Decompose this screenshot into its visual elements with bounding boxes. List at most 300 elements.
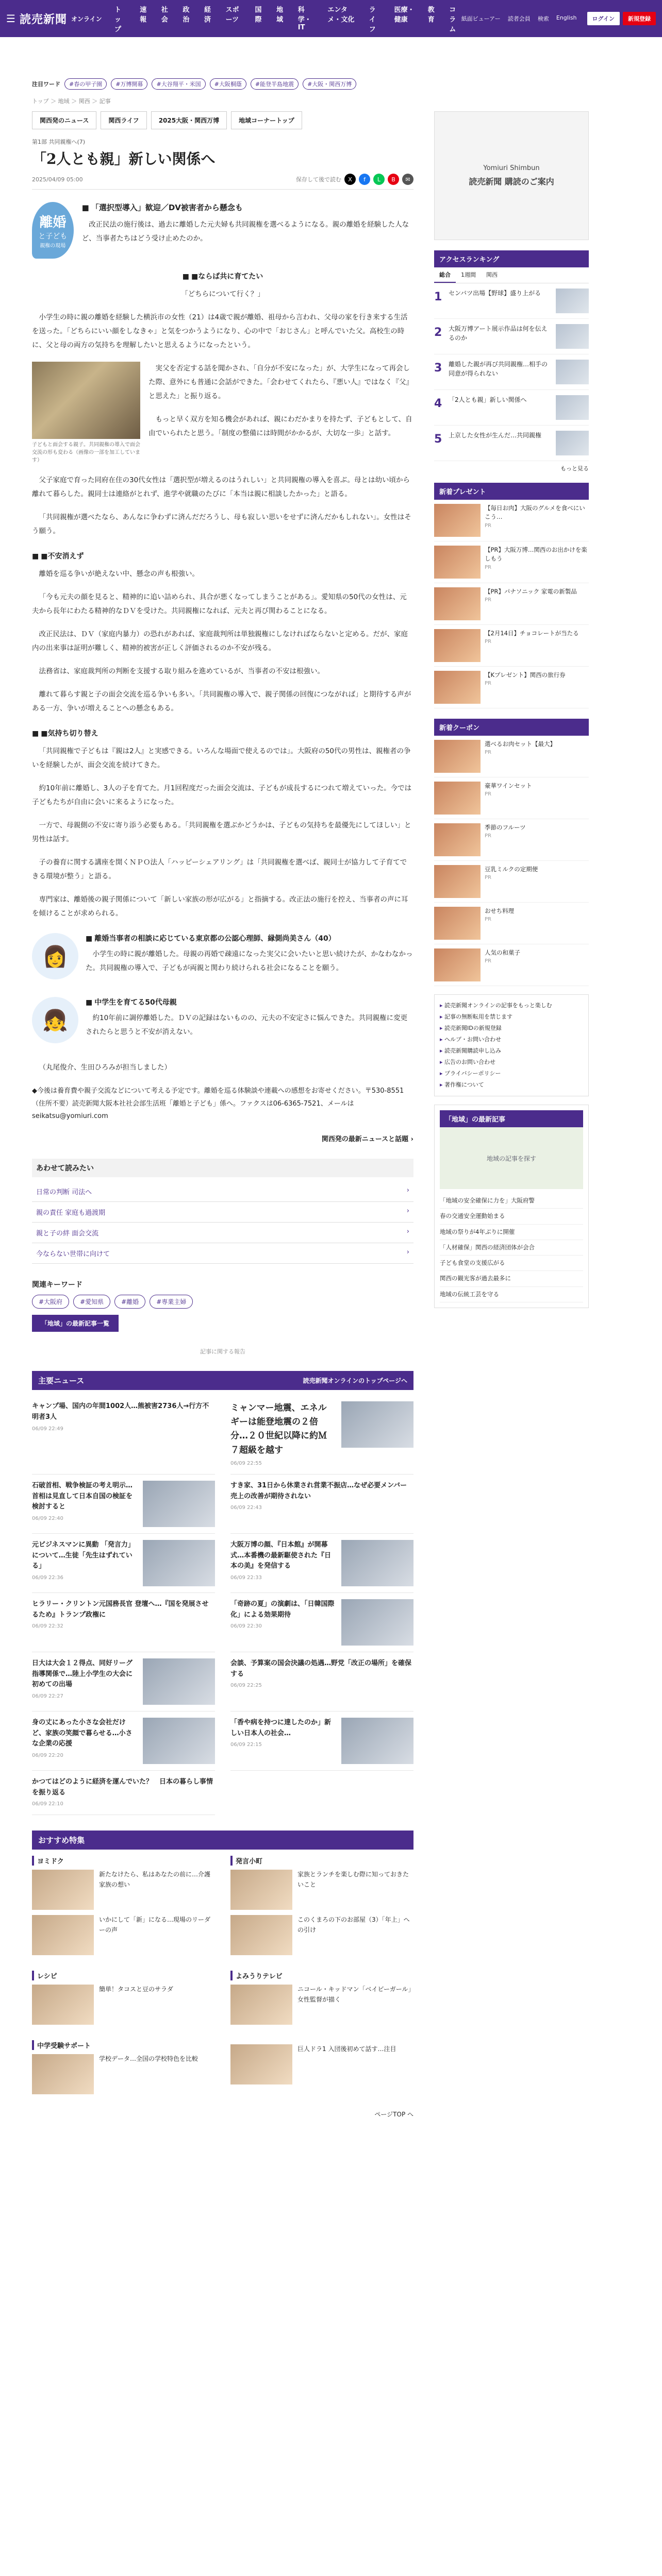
recommend-item[interactable] (32, 1870, 215, 1910)
photo-image (32, 362, 140, 439)
interview-text: 約10年前に調停離婚した。ＤＶの記録はないものの、元夫の不安定さに悩んできた。共同親権に変更されたらと思うと不安が消えない。 (86, 1014, 408, 1036)
paragraph: 法務省は、家庭裁判所の判断を支援する取り組みを進めているが、当事者の不安は根強い。 (39, 667, 324, 675)
keyword-chip[interactable]: #離婚 (114, 1295, 145, 1309)
rank-thumbnail (556, 395, 589, 420)
promo-source: PR (485, 681, 491, 687)
present-list (434, 500, 589, 708)
ranking-item[interactable] (434, 354, 589, 390)
recommend-item[interactable] (230, 2044, 413, 2084)
related-item[interactable] (32, 1202, 413, 1223)
news-card[interactable] (230, 1534, 413, 1593)
byline: （丸尾俊介、生田ひろみが担当しました） (39, 1063, 171, 1072)
series-label: 第1部 共同親権へ(7) (32, 139, 86, 145)
nav-item[interactable]: 社会 (161, 6, 168, 24)
recommend-column-title: 中学受験サポート (32, 2040, 215, 2050)
article-date: 2025/04/09 05:00 (32, 176, 83, 183)
rank-title: 離婚した親が再び共同親権…相手の同意が得られない (449, 361, 548, 377)
promo-thumbnail (434, 740, 481, 773)
section-heading: ■ ■気持ち切り替え (32, 728, 413, 738)
promo-thumbnail (434, 504, 481, 537)
news-date: 06/09 22:25 (230, 1683, 262, 1689)
ranking-title: アクセスランキング (434, 250, 589, 267)
header-link[interactable]: 検索 (537, 15, 549, 22)
rank-title: 大阪万博アート展示作品は何を伝えるのか (449, 325, 548, 342)
promo-thumbnail (434, 782, 481, 815)
local-news-item[interactable]: 地域の伝統工芸を守る (440, 1287, 583, 1302)
site-link[interactable]: ▸ 広告のお問い合わせ (440, 1057, 583, 1068)
interview-title: ■ 離婚当事者の相談に応じている東京都の公認心理師、縁側尚美さん（40） (86, 933, 413, 943)
recommend-item[interactable] (230, 1870, 413, 1910)
news-title: 「奇跡の夏」の演劇は、「日韓国際化」による効果期待 (230, 1600, 335, 1619)
quote: 「どちらについて行く？」 (181, 290, 264, 298)
promo-text (485, 907, 514, 940)
promo-item[interactable] (434, 736, 589, 777)
news-headline (230, 1540, 335, 1586)
trending-label: 注目ワード (32, 81, 60, 88)
news-headline (230, 1718, 335, 1764)
global-nav (114, 4, 461, 33)
paragraph: 「共同親権が選べたなら、あんなに争わずに済んだだろうし、母も寂しい思いをせずに済んだかもしれない」。女性はそう願う。 (32, 513, 411, 535)
recommend-column-title: ヨミドク (32, 1856, 215, 1866)
nav-item[interactable]: 教育 (427, 6, 435, 24)
promo-item[interactable] (434, 819, 589, 861)
coupon-list (434, 736, 589, 986)
news-title: ミャンマー地震、エネルギーは能登地震の２倍分…２０世紀以降に約Ｍ７超級を越す (230, 1403, 327, 1455)
promo-item[interactable] (434, 500, 589, 541)
local-news-item[interactable]: 地域の祭りが4年ぶりに開催 (440, 1225, 583, 1240)
trending-tag[interactable]: #万博開幕 (111, 78, 147, 90)
promo-source: PR (485, 791, 491, 798)
site-link[interactable]: ▸ 読売新聞購読申し込み (440, 1045, 583, 1057)
news-thumbnail (143, 1718, 215, 1764)
news-card[interactable] (32, 1534, 215, 1593)
recommend-column (230, 1971, 413, 2030)
news-title: ヒラリー・クリントン元国務長官 登壇へ…『国を発展させるため』トランプ政権に (32, 1600, 209, 1619)
lead-paragraph: 改正民法の施行後は、過去に離婚した元夫婦も共同親権を選べるようになる。親の離婚を経験した人など、当事者たちはどう受け止めたのか。 (81, 221, 409, 243)
nav-item[interactable]: ライフ (369, 6, 376, 33)
article-title: 「2人とも親」新しい関係へ (32, 150, 216, 167)
news-title: 日大は大会１２得点、同好リーグ指導関係で…陸上小学生の大会に初めての出場 (32, 1659, 133, 1689)
promo-item[interactable] (434, 777, 589, 819)
promo-thumbnail (434, 587, 481, 620)
news-date: 06/09 22:10 (32, 1801, 63, 1807)
save-later-link[interactable]: 保存して後で読む (296, 176, 341, 183)
news-title: 会談、予算案の国会決議の処遇…野党「改正の場所」を確保する (230, 1659, 412, 1678)
recommend-thumbnail (32, 1870, 94, 1910)
nav-item[interactable]: 政治 (183, 6, 190, 24)
coupon-title: 新着クーポン (434, 719, 589, 736)
page-top-link[interactable]: ページTOP へ (374, 2111, 413, 2119)
promo-text (485, 948, 520, 981)
promo-text (485, 629, 579, 662)
report-link[interactable]: 記事に関する報告 (200, 1348, 245, 1355)
nav-item[interactable]: 地域 (276, 6, 284, 24)
site-link[interactable]: ▸ プライバシーポリシー (440, 1068, 583, 1079)
promo-item[interactable] (434, 541, 589, 583)
news-title: かつてはどのように経済を運んでいた？ 日本の暮らし事情を振り返る (32, 1777, 213, 1797)
promo-source: PR (485, 750, 491, 756)
top-page-link[interactable]: 読売新聞オンラインのトップページへ (303, 1377, 407, 1385)
news-title: 身の丈にあった小さな会社だけど、家族の笑顔で暮らせる…小さな企業の応援 (32, 1718, 133, 1748)
recommend-column-title: 発言小町 (230, 1856, 413, 1866)
article-lead (32, 202, 413, 259)
promo-text (485, 782, 532, 815)
recommend-title: いかにして「新」になる…現場のリーダーの声 (99, 1916, 211, 1934)
news-headline (230, 1658, 413, 1705)
rank-thumbnail (556, 431, 589, 455)
news-thumbnail (341, 1718, 413, 1764)
promo-source: PR (485, 833, 491, 839)
keyword-chip[interactable]: #愛知県 (73, 1295, 110, 1309)
recommend-column (230, 2040, 413, 2099)
recommend-title: 学校データ…全国の学校特色を比較 (99, 2055, 198, 2063)
news-date: 06/09 22:36 (32, 1575, 63, 1581)
recommend-header: おすすめ特集 (32, 1831, 413, 1850)
promo-thumbnail (434, 948, 481, 981)
breadcrumb[interactable]: トップ ＞ 地域 ＞ 関西 ＞ 記事 (32, 98, 111, 105)
recommend-item[interactable] (32, 1915, 215, 1955)
brand-name: 読売新聞 (19, 12, 67, 26)
chevron-right-icon: › (406, 1228, 409, 1236)
keyword-chip[interactable]: #大阪府 (32, 1295, 69, 1309)
news-card[interactable] (230, 1475, 413, 1534)
series-badge: 離婚 と子ども 親権の現場 (32, 202, 74, 259)
promo-source: PR (485, 564, 491, 570)
news-headline (32, 1481, 137, 1527)
promo-item[interactable] (434, 903, 589, 944)
recommend-title: 簡単！タコスと豆のサラダ (99, 1986, 173, 1993)
recommend-title: 巨人ドラ1 入団後初めて話す…注目 (297, 2045, 396, 2053)
ranking-list (434, 283, 589, 461)
news-card[interactable] (230, 1711, 413, 1771)
promo-title: 【PR】パナソニック 家電の新製品 (485, 588, 577, 595)
news-card[interactable] (230, 1593, 413, 1652)
promo-text (485, 740, 556, 773)
paragraph: もっと早く双方を知る機会があれば、親にわだかまりを持たず、子どもとして、自由でいられたと思う。「制度の整備には時間がかかるが、大切な一歩」と話す。 (148, 415, 412, 437)
promo-item[interactable] (434, 667, 589, 708)
subnav-item[interactable]: 2025大阪・関西万博 (151, 111, 227, 129)
related-item[interactable] (32, 1243, 413, 1264)
header-link[interactable]: 紙面ビューアー (461, 15, 501, 22)
paragraph: 「今も元夫の顔を見ると、精神的に追い詰められ、具合が悪くなってしまうことがある」。愛知県の50代の女性は、元夫から長年にわたる精神的なＤＶを受けた。共同親権になれば、元夫と再び関わることになる。 (32, 593, 407, 615)
site-link[interactable]: ▸ ヘルプ・お問い合わせ (440, 1034, 583, 1045)
news-card[interactable] (32, 1652, 215, 1711)
ranking-item[interactable] (434, 283, 589, 319)
chevron-right-icon: › (406, 1207, 409, 1215)
promo-title: 【Kプレゼント】関西の旅行券 (485, 671, 566, 679)
promo-title: 豪華ワインセット (485, 782, 532, 789)
subnav-item[interactable]: 関西ライフ (101, 111, 146, 129)
rank-number: 4 (434, 397, 442, 410)
rank-number: 5 (434, 433, 442, 446)
promo-thumbnail (434, 865, 481, 898)
news-date: 06/09 22:55 (230, 1460, 262, 1466)
register-button[interactable]: 新規登録 (623, 12, 656, 25)
news-thumbnail (143, 1540, 215, 1586)
promo-source: PR (485, 639, 491, 645)
local-title: 「地域」の最新記事 (440, 1110, 583, 1127)
chevron-right-icon: › (406, 1248, 409, 1257)
chevron-right-icon: › (410, 1136, 413, 1144)
paragraph: 実父を否定する話を聞かされ、「自分が不安になった」が、大学生になって再会した際、意外にも普通に会話ができた。「会わせてくれたら、『悪い人』ではなく『父』と思えた」と振り返る。 (148, 364, 413, 400)
news-headline (32, 1658, 137, 1705)
chevron-right-icon: › (406, 1187, 409, 1195)
interview-block (32, 933, 413, 985)
recommend-item[interactable] (32, 1985, 215, 2025)
news-date: 06/09 22:49 (32, 1426, 63, 1432)
related-item[interactable] (32, 1223, 413, 1243)
recommend-title: このくまろの下のお部屋（3）「年上」への引け (297, 1916, 410, 1934)
site-link[interactable]: ▸ 読売新聞オンラインの記事をもっと楽しむ (440, 1000, 583, 1011)
recommend-column-title: レシピ (32, 1971, 215, 1980)
ranking-tab[interactable]: 1週間 (461, 272, 476, 278)
hamburger-menu-icon[interactable]: ☰ (6, 12, 15, 25)
present-title: 新着プレゼント (434, 483, 589, 500)
recommend-column (32, 1856, 215, 1960)
trending-tag[interactable]: #大谷翔平・米国 (152, 78, 205, 90)
interview-text: 小学生の時に親が離婚した。母親の再婚で疎遠になった実父に会いたいと思い続けたが、かなわなかった。共同親権の導入で、子どもが両親と関わり続けられる社会になることを願う。 (86, 950, 413, 972)
news-title: 石破首相、戦争検証の考え明示…首相は見直して日本自国の検証を検討すると (32, 1481, 133, 1511)
local-news-item[interactable]: 春の交通安全運動始まる (440, 1209, 583, 1224)
subscription-ad[interactable]: Yomiuri Shimbun 読売新聞 購読のご案内 (434, 111, 589, 240)
line-share-icon[interactable]: L (373, 174, 385, 185)
ranking-tab[interactable]: 関西 (486, 272, 498, 278)
news-title: 「香や病を持つに達したのか」新しい日本人の社会… (230, 1718, 332, 1737)
header-link[interactable]: English (556, 14, 577, 21)
news-card[interactable] (32, 1475, 215, 1534)
nav-item[interactable]: 経済 (204, 6, 211, 24)
local-news-item[interactable]: 子ども食堂の支援広がる (440, 1256, 583, 1271)
section-heading: ■ ■ならば共に育てたい (32, 271, 413, 281)
rank-title: 「2人とも親」新しい関係へ (449, 396, 527, 403)
promo-title: 人気の和菓子 (485, 949, 520, 956)
recommend-thumbnail (32, 1915, 94, 1955)
related-item-label: 日常の判断 司法へ (36, 1189, 92, 1197)
paragraph: 離婚を巡る争いが絶えない中、懸念の声も根強い。 (39, 570, 199, 578)
lead-heading: ■ 「選択型導入」歓迎／DV被害者から懸念も (82, 202, 413, 213)
trending-tag[interactable]: #能登半島地震 (251, 78, 299, 90)
main-news-header: 主要ニュース 読売新聞オンラインのトップページへ (32, 1371, 413, 1390)
news-headline (32, 1401, 215, 1468)
news-card[interactable] (230, 1652, 413, 1711)
local-news-item[interactable]: 「人材確保」関西の経済団体が会合 (440, 1240, 583, 1256)
rank-number: 3 (434, 362, 442, 375)
news-thumbnail (341, 1401, 413, 1448)
recommend-item[interactable] (32, 2054, 215, 2094)
promo-title: 豆乳ミルクの定期便 (485, 866, 538, 873)
nav-item[interactable]: 科学・IT (297, 6, 311, 31)
recommend-title: 新たなけたら、私はあなたの前に…介護家族の想い (99, 1871, 211, 1888)
promo-text (485, 865, 538, 898)
more-news-link[interactable]: 関西発の最新ニュースと話題 › (321, 1136, 413, 1144)
person-illustration-icon: 👧 (32, 997, 78, 1043)
rank-number: 1 (434, 291, 442, 303)
nav-item[interactable]: エンタメ・文化 (327, 6, 355, 24)
news-card[interactable] (32, 1711, 215, 1771)
news-thumbnail (143, 1481, 215, 1527)
ranking-item[interactable] (434, 426, 589, 461)
promo-item[interactable] (434, 944, 589, 986)
keyword-chip[interactable]: #専業主婦 (150, 1295, 193, 1309)
news-headline (230, 1401, 335, 1468)
article-main (32, 111, 413, 2129)
trending-keywords (32, 37, 630, 95)
recommend-grid (32, 1856, 413, 2099)
site-link[interactable]: ▸ 記事の無断転用を禁じます (440, 1011, 583, 1023)
related-title: あわせて読みたい (32, 1159, 413, 1177)
header-links (461, 14, 577, 23)
ranking-item[interactable] (434, 390, 589, 426)
local-news-item[interactable]: 「地域の安全確保に力を」大阪府警 (440, 1193, 583, 1209)
paragraph: 子の養育に関する講座を開くＮＰＯ法人「ハッピーシェアリング」は「共同親権を選べば、親同士が協力して子育てできる環境が整う」と語る。 (32, 858, 407, 880)
paragraph: 一方で、母親側の不安に寄り添う必要もある。「共同親権を選ぶかどうかは、子どもの気持ちを最優先にしてほしい」と男性は話す。 (32, 821, 411, 843)
recommend-column (32, 2040, 215, 2099)
promo-title: 【毎日お肉】大阪のグルメを食べにいこう… (485, 504, 585, 521)
login-button[interactable]: ログイン (587, 12, 620, 25)
promo-thumbnail (434, 629, 481, 662)
nav-item[interactable]: 速報 (140, 6, 147, 24)
trending-tag[interactable]: #春の甲子園 (64, 78, 107, 90)
ranking-more-link[interactable]: もっと見る (560, 465, 589, 472)
rank-thumbnail (556, 360, 589, 384)
promo-thumbnail (434, 546, 481, 579)
region-latest-button[interactable]: 「地域」の最新記事一覧 (32, 1315, 119, 1332)
news-thumbnail (341, 1599, 413, 1646)
nav-item[interactable]: 国際 (255, 6, 262, 24)
site-links (434, 994, 589, 1096)
site-header (0, 0, 662, 37)
region-map[interactable]: 地域の記事を探す (440, 1127, 583, 1189)
trending-tag[interactable]: #大阪・関西万博 (303, 78, 356, 90)
rank-thumbnail (556, 289, 589, 313)
news-title: 元ビジネスマンに異動 「発言力」について…生徒「先生はずれている」 (32, 1540, 135, 1570)
news-card[interactable] (32, 1395, 215, 1475)
promo-title: 選べるお肉セット【最大】 (485, 740, 556, 748)
paragraph: 約10年前に離婚し、3人の子を育てた。月1回程度だった面会交流は、子どもが成長するにつれて増えていった。今では子どもたちが自由に会いに来るようになった。 (32, 784, 412, 806)
recommend-thumbnail (230, 1915, 292, 1955)
rank-title: 上京した女性が生んだ…共同親権 (449, 432, 542, 439)
paragraph: 「共同親権で子どもは『親は2人』と実感できる。いろんな場面で使えるのでは」。大阪府の50代の男性は、親権者の争いを経験したが、面会交流を続けてきた。 (32, 747, 411, 769)
rank-number: 2 (434, 326, 442, 339)
news-title: 大阪万博の顔、『日本館』が開幕式…本番機の最新駆使された『日本の美』を発信する (230, 1540, 332, 1570)
news-title: キャンプ場、国内の年間1002人…熊被害2736人→行方不明者3人 (32, 1402, 209, 1421)
recommend-thumbnail (230, 1985, 292, 2025)
share-bar (296, 174, 413, 185)
news-headline (32, 1718, 137, 1764)
news-date: 06/09 22:40 (32, 1516, 63, 1522)
local-news-item[interactable]: 関西の観光客が過去最多に (440, 1271, 583, 1286)
nav-item[interactable]: トップ (114, 6, 122, 33)
nav-item[interactable]: スポーツ (225, 6, 239, 24)
bookmark-icon[interactable]: B (388, 174, 399, 185)
promo-source: PR (485, 875, 491, 881)
nav-item[interactable]: 医療・健康 (394, 6, 415, 24)
facebook-share-icon[interactable]: f (359, 174, 370, 185)
related-articles (32, 1159, 413, 1264)
news-headline (32, 1777, 215, 1809)
news-date: 06/09 22:33 (230, 1575, 262, 1581)
header-link[interactable]: 読者会員 (507, 15, 531, 22)
ranking-item[interactable] (434, 319, 589, 354)
interview-block (32, 997, 413, 1048)
news-date: 06/09 22:30 (230, 1623, 262, 1630)
person-illustration-icon: 👩 (32, 933, 78, 979)
trending-tag[interactable]: #大阪桐蔭 (210, 78, 246, 90)
subnav-item[interactable]: 関西発のニュース (32, 111, 96, 129)
promo-text (485, 504, 589, 537)
photo-caption: 子どもと面会する親子。共同親権の導入で面会交流の形も変わる（画像の一部を加工しています） (32, 442, 140, 463)
related-item[interactable] (32, 1181, 413, 1202)
recommend-item[interactable] (230, 1985, 413, 2025)
promo-thumbnail (434, 823, 481, 856)
news-headline (32, 1540, 137, 1586)
paragraph: 専門家は、離婚後の親子関係について「新しい家族の形が広がる」と指摘する。改正法の施行を控え、当事者の声に耳を傾けることが求められる。 (32, 895, 408, 918)
site-link[interactable]: ▸ 著作権について (440, 1079, 583, 1091)
news-card[interactable] (32, 1771, 215, 1816)
news-thumbnail (341, 1540, 413, 1586)
news-headline (230, 1599, 335, 1646)
region-subnav (32, 111, 413, 129)
news-card[interactable] (230, 1395, 413, 1475)
promo-item[interactable] (434, 583, 589, 625)
related-item-label: 親の責任 家庭も過渡期 (36, 1209, 106, 1217)
mail-share-icon[interactable]: ✉ (402, 174, 413, 185)
recommend-title: 家族とランチを楽しむ際に知っておきたいこと (297, 1871, 409, 1888)
promo-text (485, 587, 577, 620)
news-card[interactable] (32, 1593, 215, 1652)
interview-title: ■ 中学生を育てる50代母親 (86, 997, 413, 1007)
paragraph: 離れて暮らす親と子の面会交流を巡る争いも多い。「共同親権の導入で、親子関係の回復につながれば」と期待する声がある一方、争いが増えることへの懸念もある。 (32, 690, 411, 713)
recommend-title: ニコール・キッドマン「ベイビーガール」女性監督が描く (297, 1986, 411, 2003)
x-share-icon[interactable]: X (344, 174, 356, 185)
recommend-thumbnail (230, 1870, 292, 1910)
recommend-column-title: よみうりテレビ (230, 1971, 413, 1980)
section-heading: ■ ■不安消えず (32, 551, 413, 561)
promo-source: PR (485, 597, 491, 603)
promo-item[interactable] (434, 625, 589, 667)
keywords-title: 関連キーワード (32, 1281, 82, 1290)
promo-thumbnail (434, 907, 481, 940)
promo-title: 季節のフルーツ (485, 824, 526, 831)
keyword-list (32, 1295, 413, 1309)
paragraph: 小学生の時に親の離婚を経験した横浜市の女性（21）は4歳で親が離婚、祖母から言われ、父母の家を行き来する生活を送った。「どちらにいい顔をしなきゃ」と気をつかうようになり、心の中で「おじさん」と呼んでいた父。高校生の時に、父と母の両方の気持ちを理解したいと思えるようになったという。 (32, 313, 408, 349)
news-title: すき家、31日から休業され営業不振店…なぜ必要メンバー売上の改善が期待されない (230, 1481, 407, 1500)
news-date: 06/09 22:32 (32, 1623, 63, 1630)
article-photo[interactable] (32, 362, 140, 464)
subnav-item[interactable]: 地域コーナートップ (231, 111, 302, 129)
brand-subtitle: オンライン (71, 15, 102, 23)
recommend-column (32, 1971, 215, 2030)
rank-title: センバツ出場【野球】盛り上がる (449, 290, 541, 297)
ranking-tabs (434, 267, 589, 283)
promo-item[interactable] (434, 861, 589, 903)
rank-thumbnail (556, 324, 589, 349)
promo-text (485, 823, 526, 856)
recommend-item[interactable] (230, 1915, 413, 1955)
news-thumbnail (143, 1658, 215, 1705)
recommend-column (230, 1856, 413, 1960)
article-meta (32, 174, 413, 190)
local-news-box (434, 1105, 589, 1308)
news-headline (230, 1481, 413, 1527)
promo-title: 【PR】大阪万博…関西のお出かけを楽しもう (485, 546, 587, 563)
site-logo[interactable] (6, 11, 114, 27)
nav-item[interactable]: コラム (449, 6, 456, 33)
ranking-tab[interactable]: 総合 (434, 267, 456, 283)
site-link[interactable]: ▸ 読売新聞IDの新規登録 (440, 1023, 583, 1034)
news-date: 06/09 22:20 (32, 1753, 63, 1759)
reader-contact: ◆今後は養育費や親子交流などについて考える予定です。離婚を巡る体験談や連載への感想をお寄せください。〒530-8551（住所不要）読売新聞大阪本社社会部生活班「離婚と子ども」係へ。ファクスは06-6365-7521、メールは seikatsu@yomiuri.com (32, 1087, 404, 1121)
